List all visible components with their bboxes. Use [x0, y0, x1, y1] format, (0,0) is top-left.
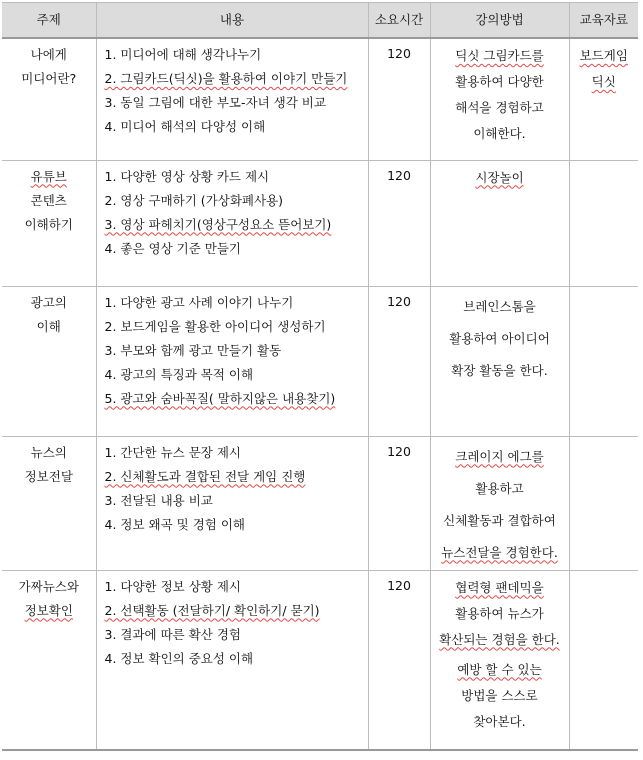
content-cell — [96, 570, 368, 750]
content-line: 3. 부모와 함께 광고 만들기 활동 — [104, 342, 282, 358]
header-row — [2, 3, 638, 39]
method-cell — [430, 570, 569, 750]
subject-line: 이해하기 — [24, 216, 73, 232]
content-line: 4. 광고의 특징과 목적 이해 — [104, 366, 254, 382]
content-line: 2. 영상 구매하기 (가상화폐사용) — [104, 192, 284, 208]
material-cell — [569, 570, 638, 750]
content-line: 5. 광고와 숨바꼭질( 말하지않은 내용찾기) — [104, 390, 336, 406]
content-line: 1. 다양한 광고 사례 이야기 나누기 — [104, 294, 294, 310]
material-cell — [569, 286, 638, 436]
table-row — [2, 286, 638, 436]
header-content: 내용 — [96, 3, 368, 39]
content-cell — [96, 436, 368, 570]
content-line: 3. 전달된 내용 비교 — [104, 492, 213, 508]
time-cell: 120 — [368, 160, 430, 286]
header-subject: 주제 — [2, 3, 96, 39]
method-line: 신체활동과 결합하여 — [443, 512, 556, 528]
material-cell — [569, 160, 638, 286]
content-line: 4. 정보 왜곡 및 경험 이해 — [104, 516, 245, 532]
table-row — [2, 436, 638, 570]
subject-cell — [2, 38, 96, 160]
subject-cell — [2, 286, 96, 436]
subject-line: 광고의 — [30, 294, 67, 310]
material-line: 보드게임 — [579, 48, 628, 63]
content-line: 4. 미디어 해석의 다양성 이해 — [104, 119, 266, 134]
subject-line: 나에게 — [30, 47, 67, 62]
content-cell — [96, 160, 368, 286]
content-line: 3. 결과에 따른 확산 경험 — [104, 626, 241, 642]
method-line: 방법을 스스로 — [461, 687, 538, 703]
content-line: 2. 선택활동 (전달하기/ 확인하기/ 묻기) — [104, 602, 320, 618]
content-line: 1. 간단한 뉴스 문장 제시 — [104, 444, 241, 460]
header-method: 강의방법 — [430, 3, 569, 39]
method-line: 활용하여 다양한 — [455, 74, 544, 89]
method-line: 예방 할 수 있는 — [457, 661, 542, 677]
content-line: 4. 정보 확인의 중요성 이해 — [104, 650, 254, 666]
content-line: 3. 동일 그림에 대한 부모-자녀 생각 비교 — [104, 95, 326, 110]
method-line: 확장 활동을 한다. — [451, 362, 548, 378]
method-cell — [430, 160, 569, 286]
method-line: 시장놀이 — [475, 169, 524, 185]
header-material: 교육자료 — [569, 3, 638, 39]
table-row — [2, 38, 638, 160]
material-cell — [569, 436, 638, 570]
content-cell — [96, 38, 368, 160]
content-line: 1. 다양한 영상 상황 카드 제시 — [104, 168, 270, 184]
table-row — [2, 570, 638, 750]
method-cell — [430, 38, 569, 160]
content-line: 1. 미디어에 대해 생각나누기 — [104, 47, 262, 62]
method-line: 활용하여 뉴스가 — [455, 605, 544, 621]
method-line: 협력형 팬데믹을 — [455, 579, 544, 595]
material-line: 딕싯 — [591, 74, 616, 89]
method-line: 이해한다. — [473, 126, 526, 141]
method-line: 찾아본다. — [473, 713, 526, 729]
subject-cell — [2, 160, 96, 286]
content-line: 2. 신체활도과 결합된 전달 게임 진행 — [104, 468, 306, 484]
subject-line: 이해 — [36, 318, 61, 334]
time-cell: 120 — [368, 286, 430, 436]
time-cell: 120 — [368, 436, 430, 570]
method-line: 크레이지 에그를 — [455, 448, 544, 464]
method-cell — [430, 286, 569, 436]
content-line: 2. 보드게임을 활용한 아이디어 생성하기 — [104, 318, 326, 334]
time-cell: 120 — [368, 38, 430, 160]
subject-line: 가짜뉴스와 — [18, 578, 79, 594]
content-cell — [96, 286, 368, 436]
method-line: 활용하여 아이디어 — [449, 330, 550, 346]
method-line: 뉴스전달을 경험한다. — [441, 544, 558, 560]
material-cell — [569, 38, 638, 160]
content-line: 4. 좋은 영상 기준 만들기 — [104, 240, 241, 256]
method-line: 확산되는 경험을 한다. — [439, 631, 560, 647]
content-line: 1. 다양한 정보 상황 제시 — [104, 578, 241, 594]
subject-line: 정보전달 — [24, 468, 73, 484]
subject-line: 뉴스의 — [30, 444, 67, 460]
subject-line: 미디어란? — [21, 71, 77, 86]
subject-cell — [2, 570, 96, 750]
subject-line: 정보확인 — [24, 602, 73, 618]
method-line: 해석을 경험하고 — [455, 100, 544, 115]
header-time: 소요시간 — [368, 3, 430, 39]
method-line: 딕싯 그림카드를 — [455, 48, 544, 63]
subject-line: 유튜브 — [30, 168, 67, 184]
subject-cell — [2, 436, 96, 570]
content-line: 2. 그림카드(딕싯)을 활용하여 이야기 만들기 — [104, 71, 348, 86]
curriculum-table — [2, 2, 638, 751]
method-cell — [430, 436, 569, 570]
subject-line: 콘텐츠 — [30, 192, 67, 208]
table-row — [2, 160, 638, 286]
method-line: 활용하고 — [475, 480, 524, 496]
time-cell: 120 — [368, 570, 430, 750]
content-line: 3. 영상 파헤치기(영상구성요소 뜯어보기) — [104, 216, 332, 232]
method-line: 브레인스톰을 — [463, 298, 536, 314]
